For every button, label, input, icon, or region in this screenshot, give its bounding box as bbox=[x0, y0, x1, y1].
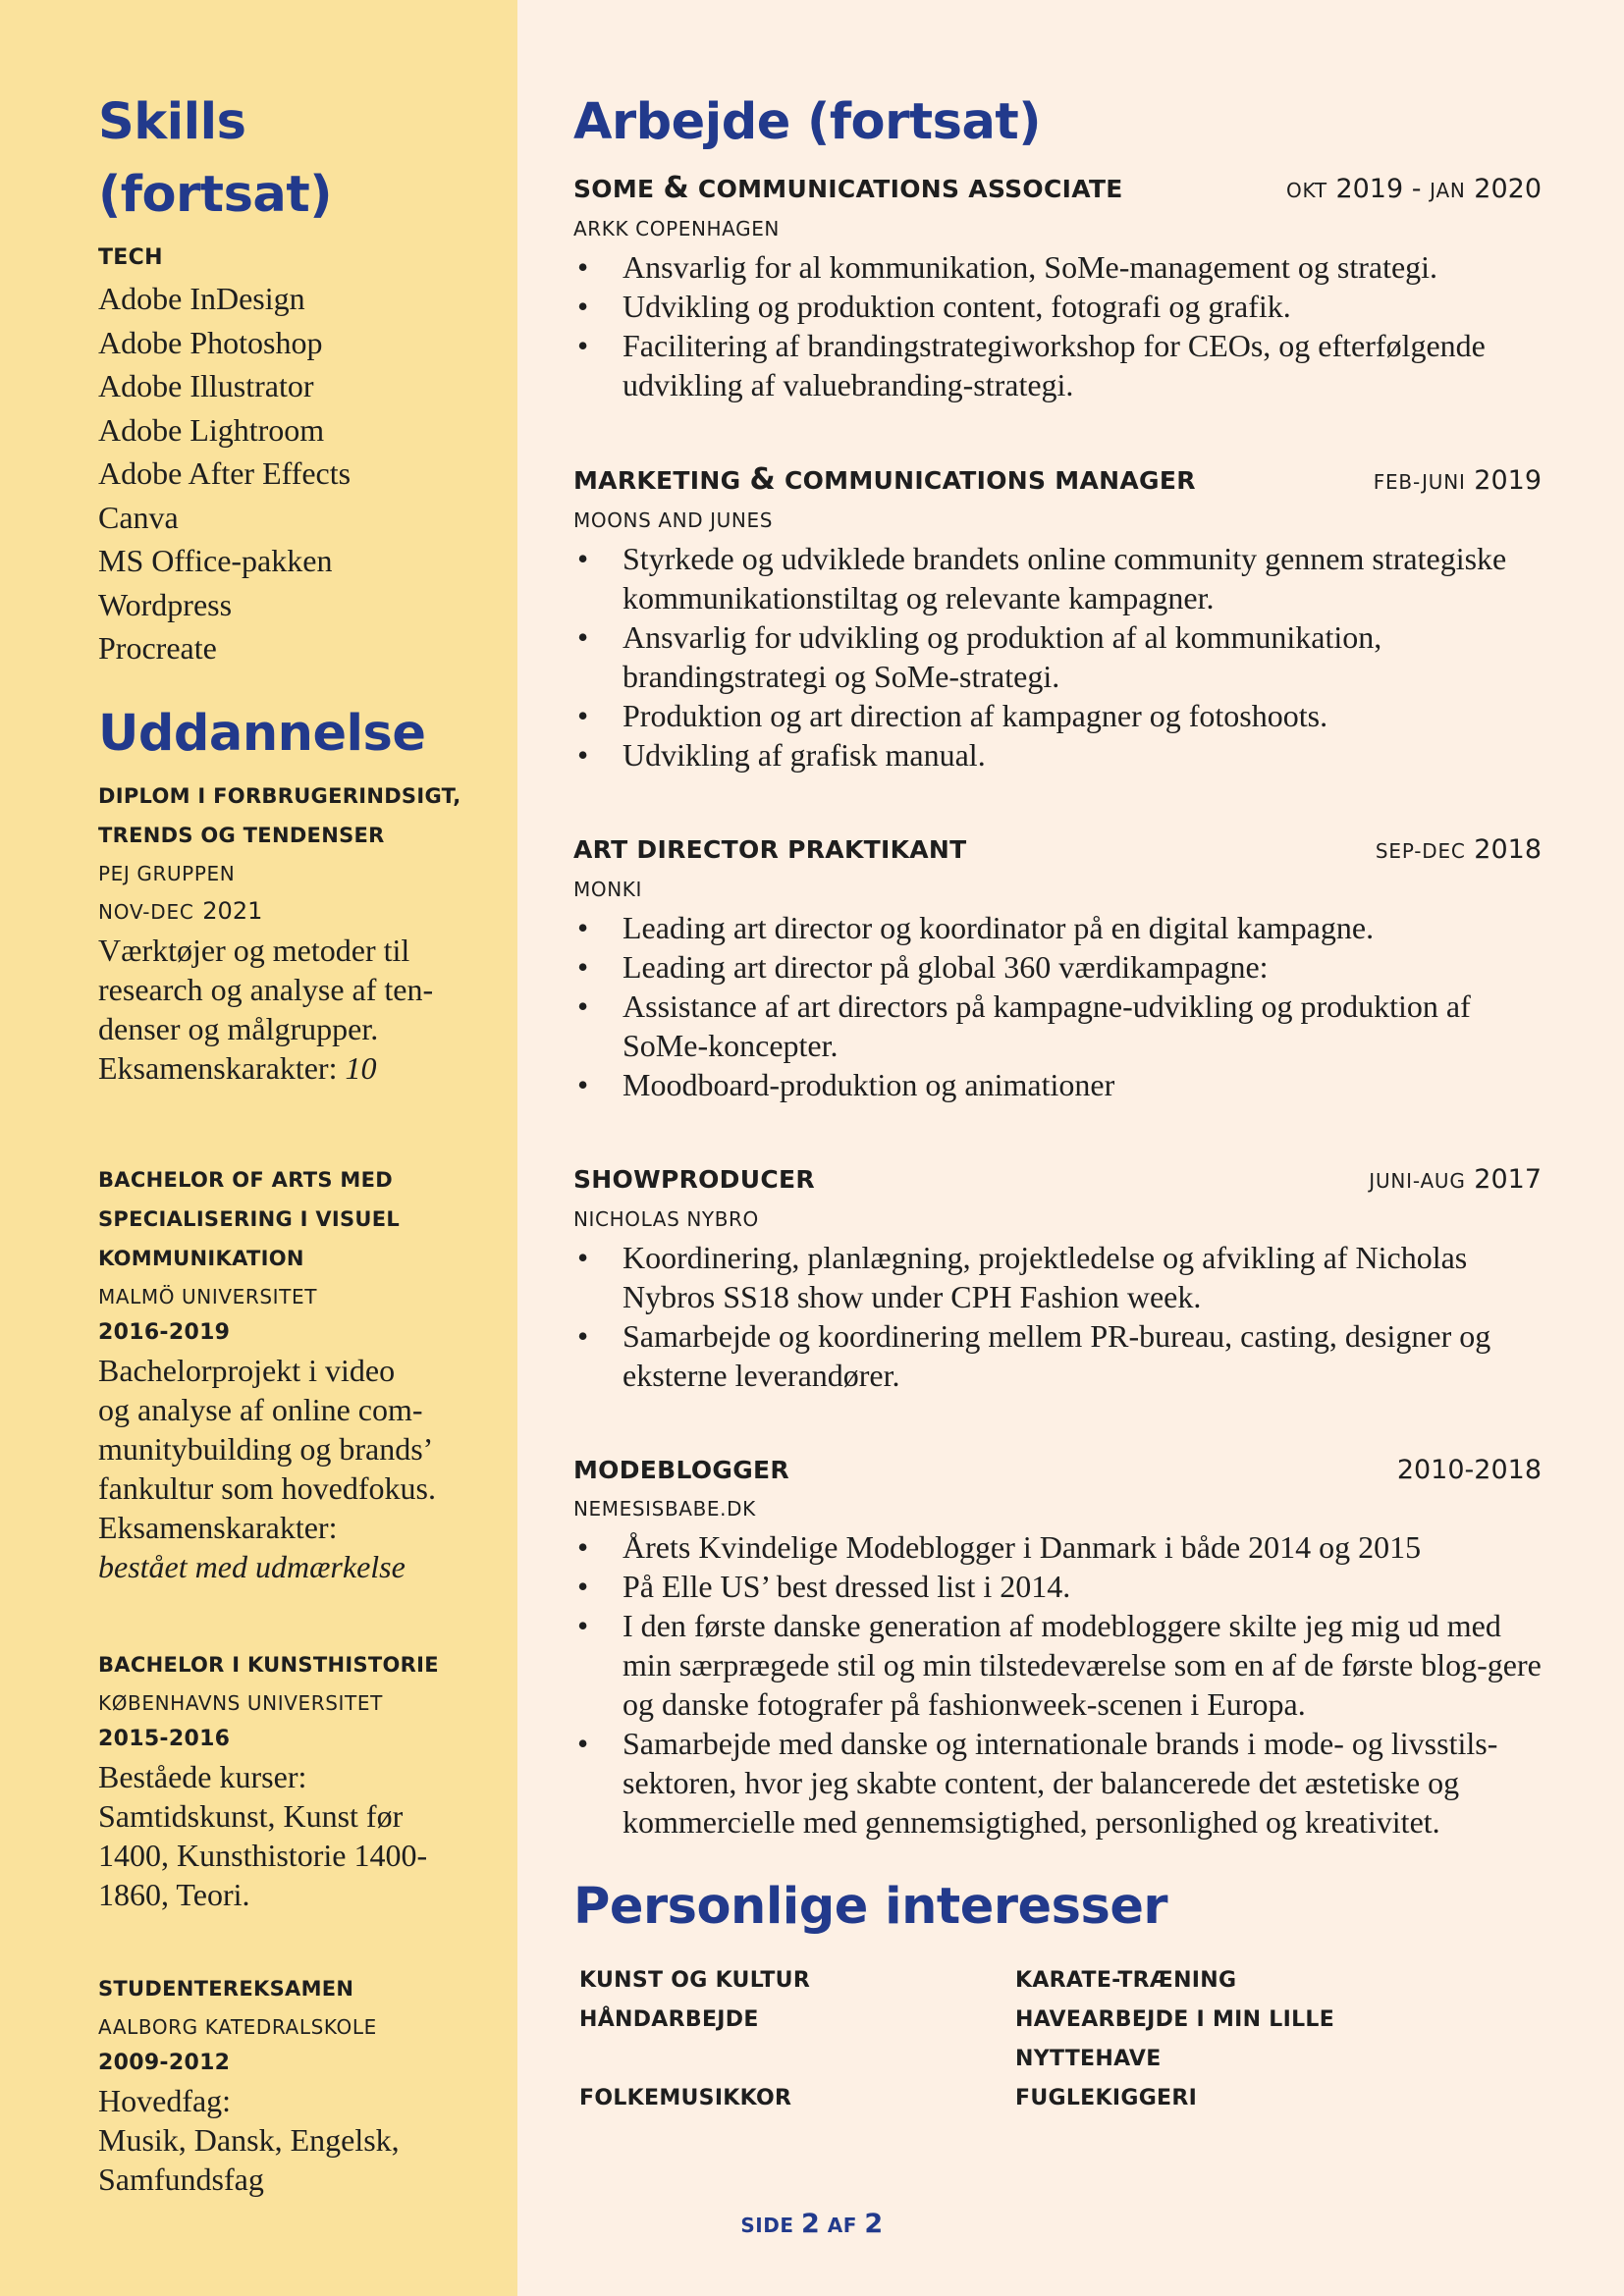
job-bullet: • Leading art director på global 360 værdikampagne: bbox=[573, 947, 1542, 987]
edu-grade bbox=[98, 1048, 491, 1088]
edu-desc-line: Samtidskunst, Kunst før bbox=[98, 1797, 404, 1834]
job-date bbox=[1374, 461, 1542, 502]
work-title: Arbejde (fortsat) bbox=[573, 93, 1042, 151]
skills-title: Skills (fortsat) bbox=[98, 93, 333, 224]
job-bullet: • Ansvarlig for al kommunikation, SoMe-management og strategi. bbox=[573, 247, 1542, 287]
job-date-year: 2019 - bbox=[1335, 174, 1422, 204]
tech-list bbox=[98, 277, 491, 670]
job-date-month: JAN bbox=[1430, 179, 1466, 202]
job-entry bbox=[573, 1451, 1542, 1842]
interest-item: FUGLEKIGGERI bbox=[1015, 2086, 1198, 2110]
education-entry bbox=[98, 1160, 491, 1586]
page-total: 2 bbox=[864, 2209, 884, 2239]
page-label: SIDE bbox=[740, 2214, 794, 2237]
interest-item: KUNST OG KULTUR bbox=[579, 1968, 811, 1993]
job-header bbox=[573, 460, 1542, 502]
job-entry bbox=[573, 830, 1542, 1104]
job-bullets bbox=[573, 1527, 1542, 1842]
company: MOONS AND JUNES bbox=[573, 508, 773, 532]
job-date-year: 2020 bbox=[1474, 174, 1542, 204]
page-current: 2 bbox=[800, 2209, 821, 2239]
main-content bbox=[573, 86, 1542, 2118]
edu-desc-line: research og analyse af ten- bbox=[98, 971, 434, 1007]
edu-desc-line: Musik, Dansk, Engelsk, bbox=[98, 2121, 400, 2158]
page-of: AF bbox=[827, 2214, 857, 2237]
job-date bbox=[1369, 1160, 1542, 1201]
edu-desc-line: Værktøjer og metoder til bbox=[98, 932, 410, 968]
job-bullets bbox=[573, 908, 1542, 1104]
school: PEJ GRUPPEN bbox=[98, 861, 236, 885]
job-entry bbox=[573, 169, 1542, 404]
company: NICHOLAS NYBRO bbox=[573, 1207, 759, 1231]
interest-item: FOLKEMUSIKKOR bbox=[579, 2086, 792, 2110]
job-header bbox=[573, 830, 1542, 871]
job-bullet: • Samarbejde og koordinering mellem PR-bureau, casting, designer og eksterne leverandører. bbox=[573, 1316, 1542, 1395]
interests-title: Personlige interesser bbox=[573, 1878, 1168, 1936]
edu-date-year: 2021 bbox=[202, 896, 263, 925]
job-title-part: SOME bbox=[573, 175, 655, 203]
job-bullet: • I den første danske generation af modebloggere skilte jeg mig ud med min særprægede stil og min tilstedeværelse som en af de første blog-gere og danske fotografer på fashionweek-scenen i Europa. bbox=[573, 1606, 1542, 1724]
company: ARKK COPENHAGEN bbox=[573, 217, 780, 240]
tech-item: MS Office-pakken bbox=[98, 543, 333, 578]
edu-desc-line: Beståede kurser: bbox=[98, 1758, 307, 1794]
grade-value: 10 bbox=[345, 1049, 377, 1086]
job-bullet: • Assistance af art directors på kampagne-udvikling og produktion af SoMe-koncepter. bbox=[573, 987, 1542, 1065]
job-bullets bbox=[573, 247, 1542, 404]
job-date-year: 2010-2018 bbox=[1396, 1455, 1542, 1485]
degree: STUDENTEREKSAMEN bbox=[98, 1976, 354, 2001]
job-bullet: • Årets Kvindelige Modeblogger i Danmark i både 2014 og 2015 bbox=[573, 1527, 1542, 1567]
interest-item: HAVEARBEJDE I MIN LILLE NYTTEHAVE bbox=[1015, 2007, 1335, 2071]
ampersand: & bbox=[749, 462, 776, 497]
tech-item: Wordpress bbox=[98, 586, 233, 622]
tech-item: Adobe InDesign bbox=[98, 281, 305, 316]
job-date-year: 2018 bbox=[1474, 834, 1542, 865]
edu-date: 2016-2019 bbox=[98, 1319, 231, 1345]
job-date-year: 2019 bbox=[1474, 465, 1542, 496]
job-title: ART DIRECTOR PRAKTIKANT bbox=[573, 835, 967, 864]
job-bullet: • Ansvarlig for udvikling og produktion af al kommunikation, brandingstrategi og SoMe-strategi. bbox=[573, 617, 1542, 696]
job-bullet: • Udvikling af grafisk manual. bbox=[573, 735, 1542, 774]
edu-desc-line: munitybuilding og brands’ bbox=[98, 1430, 434, 1467]
company: MONKI bbox=[573, 878, 642, 901]
job-entry bbox=[573, 460, 1542, 774]
job-date-month: JUNI-AUG bbox=[1369, 1169, 1466, 1193]
job-title bbox=[573, 460, 1196, 501]
education-entry bbox=[98, 1645, 491, 1914]
edu-date-months: NOV-DEC bbox=[98, 899, 194, 924]
job-date-month: FEB-JUNI bbox=[1373, 470, 1466, 494]
grade-value: bestået med udmærkelse bbox=[98, 1548, 406, 1584]
page-number bbox=[0, 2209, 1624, 2239]
sidebar-content bbox=[98, 86, 491, 2242]
education-entry bbox=[98, 1969, 491, 2199]
job-entry bbox=[573, 1160, 1542, 1395]
job-header bbox=[573, 1160, 1542, 1201]
job-date-month: OKT bbox=[1285, 179, 1327, 202]
job-header bbox=[573, 1451, 1542, 1490]
job-bullet: • Udvikling og produktion content, fotografi og grafik. bbox=[573, 287, 1542, 326]
job-title bbox=[573, 169, 1123, 209]
job-bullets bbox=[573, 1238, 1542, 1395]
sidebar bbox=[0, 0, 517, 2296]
interest-item: HÅNDARBEJDE bbox=[579, 2007, 759, 2032]
education-title: Uddannelse bbox=[98, 704, 426, 763]
grade-label: Eksamenskarakter: bbox=[98, 1509, 338, 1545]
interests-grid bbox=[579, 1961, 1542, 2118]
edu-desc-line: 1860, Teori. bbox=[98, 1876, 250, 1912]
company: NEMESISBABE.DK bbox=[573, 1497, 756, 1521]
job-bullet: • Koordinering, planlægning, projektledelse og afvikling af Nicholas Nybros SS18 show under CPH Fashion week. bbox=[573, 1238, 1542, 1316]
tech-item: Adobe Illustrator bbox=[98, 368, 314, 403]
job-bullets bbox=[573, 539, 1542, 774]
job-title-part: COMMUNICATIONS ASSOCIATE bbox=[697, 175, 1123, 203]
ampersand: & bbox=[663, 171, 689, 205]
school: MALMÖ UNIVERSITET bbox=[98, 1284, 318, 1308]
edu-desc-line: Hovedfag: bbox=[98, 2082, 232, 2118]
job-bullet: • Styrkede og udviklede brandets online community gennem strategiske kommunikationstiltag og relevante kampagner. bbox=[573, 539, 1542, 617]
interest-item: KARATE-TRÆNING bbox=[1015, 1968, 1237, 1993]
tech-item: Procreate bbox=[98, 630, 217, 666]
job-title-part: MARKETING bbox=[573, 466, 741, 495]
degree bbox=[98, 776, 491, 855]
school: AALBORG KATEDRALSKOLE bbox=[98, 2014, 377, 2039]
edu-date bbox=[98, 892, 491, 931]
edu-desc-line: Bachelorprojekt i video bbox=[98, 1352, 396, 1388]
tech-item: Adobe After Effects bbox=[98, 455, 352, 491]
job-title: MODEBLOGGER bbox=[573, 1456, 789, 1484]
degree-line: SPECIALISERING I VISUEL bbox=[98, 1206, 401, 1231]
edu-desc-line: Samfundsfag bbox=[98, 2161, 264, 2197]
tech-item: Adobe Lightroom bbox=[98, 411, 325, 448]
edu-desc-line: fankultur som hovedfokus. bbox=[98, 1469, 436, 1506]
job-date-year: 2017 bbox=[1474, 1164, 1542, 1195]
job-bullet: • Leading art director og koordinator på en digital kampagne. bbox=[573, 908, 1542, 947]
edu-date: 2009-2012 bbox=[98, 2050, 231, 2075]
degree-line: DIPLOM I FORBRUGERINDSIGT, bbox=[98, 783, 461, 808]
job-date bbox=[1286, 170, 1542, 210]
degree-line: TRENDS OG TENDENSER bbox=[98, 823, 385, 847]
degree-line: KOMMUNIKATION bbox=[98, 1246, 304, 1270]
degree bbox=[98, 1160, 491, 1278]
tech-item: Adobe Photoshop bbox=[98, 324, 323, 360]
job-title-part: COMMUNICATIONS MANAGER bbox=[784, 466, 1196, 495]
tech-heading: TECH bbox=[98, 245, 163, 270]
tech-item: Canva bbox=[98, 499, 179, 535]
edu-date: 2015-2016 bbox=[98, 1726, 231, 1751]
edu-desc-line: 1400, Kunsthistorie 1400- bbox=[98, 1837, 428, 1873]
job-title: SHOWPRODUCER bbox=[573, 1165, 815, 1194]
job-bullet: • Moodboard-produktion og animationer bbox=[573, 1065, 1542, 1104]
job-bullet: • Facilitering af brandingstrategiworkshop for CEOs, og efterfølgende udvikling af valuebranding-strategi. bbox=[573, 326, 1542, 404]
job-bullet: • På Elle US’ best dressed list i 2014. bbox=[573, 1567, 1542, 1606]
job-date-month: SEP-DEC bbox=[1375, 839, 1466, 863]
job-date bbox=[1376, 830, 1542, 871]
job-header bbox=[573, 169, 1542, 210]
edu-desc-line: denser og målgrupper. bbox=[98, 1010, 379, 1046]
job-bullet: • Samarbejde med danske og internationale brands i mode- og livsstils-sektoren, hvor jeg skabte content, der balancerede det æstetiske og kommercielle med gennemsigtighed, personlighed og kreativitet. bbox=[573, 1724, 1542, 1842]
edu-desc-line: og analyse af online com- bbox=[98, 1391, 423, 1427]
school: KØBENHAVNS UNIVERSITET bbox=[98, 1690, 383, 1715]
education-entry bbox=[98, 776, 491, 1088]
job-bullet: • Produktion og art direction af kampagner og fotoshoots. bbox=[573, 696, 1542, 735]
degree-line: BACHELOR OF ARTS MED bbox=[98, 1167, 393, 1192]
degree: BACHELOR I KUNSTHISTORIE bbox=[98, 1652, 439, 1677]
grade-label: Eksamenskarakter: bbox=[98, 1049, 338, 1086]
